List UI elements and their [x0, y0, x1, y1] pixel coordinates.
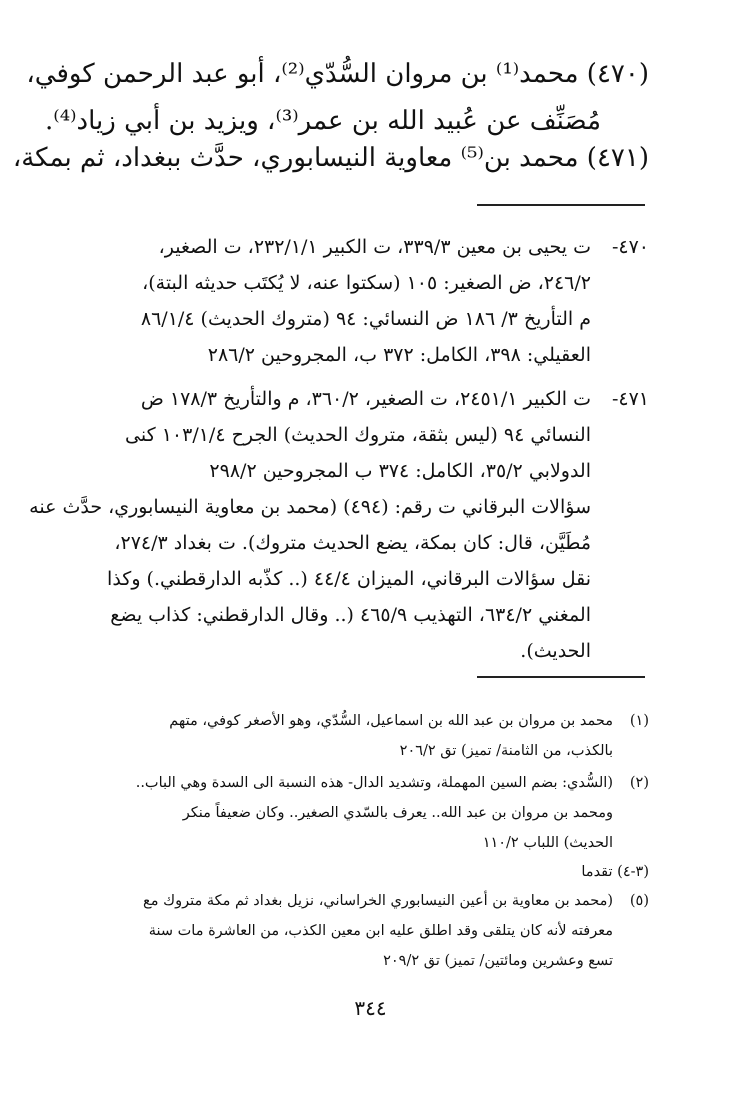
commentary-471-line-4: سؤالات البرقاني ت رقم: (٤٩٤) (محمد بن معاوية النيسابوري، حدَّث عنه [29, 496, 591, 518]
commentary-471-line-8: الحديث). [520, 640, 591, 662]
footnote-5-marker: (٥) [629, 893, 649, 909]
footnote-2-marker: (٢) [629, 775, 649, 791]
commentary-471-line-1: ت الكبير ٢٤٥١/١، ت الصغير، ٣٦٠/٢، م والتأريخ ١٧٨/٣ ض [140, 388, 591, 410]
footnote-3-4-line: (٣-٤) تقدما [581, 864, 649, 880]
commentary-470-line-4: العقيلي: ٣٩٨، الكامل: ٣٧٢ ب، المجروحين ٢٨٦/٢ [207, 344, 591, 366]
footnote-1-line-2: بالكذب، من الثامنة/ تميز) تق ٢٠٦/٢ [399, 743, 613, 759]
entry-471-line-1: (٤٧١) محمد بن⁽⁵⁾ معاوية النيسابوري، حدَّث ببغداد، ثم بمكة، [12, 143, 649, 173]
commentary-470-line-1: ت يحيى بن معين ٣٣٩/٣، ت الكبير ٢٣٢/١/١، ت الصغير، [158, 236, 591, 258]
separator-rule [477, 204, 645, 206]
commentary-471-number: ٤٧١- [611, 388, 649, 410]
commentary-471-line-2: النسائي ٩٤ (ليس بثقة، متروك الحديث) الجرح ١٠٣/١/٤ كنى [125, 424, 591, 446]
footnote-2-line-2: ومحمد بن مروان بن عبد الله.. يعرف بالسّدي الصغير.. وكان ضعيفاً منكر [182, 805, 613, 821]
commentary-470-line-2: ٢٤٦/٢، ض الصغير: ١٠٥ (سكتوا عنه، لا يُكتَب حديثه البتة)، [142, 272, 591, 294]
footnote-5-line-2: معرفته لأنه كان يتلقى وقد اطلق عليه ابن معين الكذب، من العاشرة مات سنة [148, 923, 613, 939]
page-number: ٣٤٤ [354, 996, 387, 1020]
commentary-471-line-5: مُطَيَّن، قال: كان بمكة، يضع الحديث متروك). ت بغداد ٢٧٤/٣، [114, 532, 591, 554]
commentary-471-line-3: الدولابي ٣٥/٢، الكامل: ٣٧٤ ب المجروحين ٢٩٨/٢ [209, 460, 591, 482]
footnote-2-line-3: الحديث) اللباب ١١٠/٢ [482, 835, 613, 851]
footnote-separator [477, 676, 645, 678]
footnote-5-line-3: تسع وعشرين ومائتين/ تميز) تق ٢٠٩/٢ [383, 953, 613, 969]
commentary-471-line-7: المغني ٦٣٤/٢، التهذيب ٤٦٥/٩ (.. وقال الدارقطني: كذاب يضع [110, 604, 591, 626]
commentary-470-number: ٤٧٠- [611, 236, 649, 258]
commentary-470-line-3: م التأريخ ٣/ ١٨٦ ض النسائي: ٩٤ (متروك الحديث) ٨٦/١/٤ [140, 308, 591, 330]
footnote-5-line-1: (محمد بن معاوية بن أعين النيسابوري الخراساني، نزيل بغداد ثم مكة متروك مع [143, 893, 613, 909]
footnote-2-line-1: (السُّدي: بضم السين المهملة، وتشديد الدال- هذه النسبة الى السدة وهي الباب.. [135, 775, 613, 791]
entry-470-line-2: مُصَنِّف عن عُبيد الله بن عمر⁽³⁾، ويزيد بن أبي زياد⁽⁴⁾. [45, 106, 601, 136]
footnote-1-marker: (١) [629, 713, 649, 729]
footnote-1-line-1: محمد بن مروان بن عبد الله بن اسماعيل، السُّدّي، وهو الأصغر كوفي، متهم [169, 713, 613, 729]
commentary-471-line-6: نقل سؤالات البرقاني، الميزان ٤٤/٤ (.. كذّبه الدارقطني.) وكذا [107, 568, 591, 590]
entry-470-line-1: (٤٧٠) محمد⁽¹⁾ بن مروان السُّدّي⁽²⁾، أبو عبد الرحمن كوفي، [26, 59, 649, 89]
